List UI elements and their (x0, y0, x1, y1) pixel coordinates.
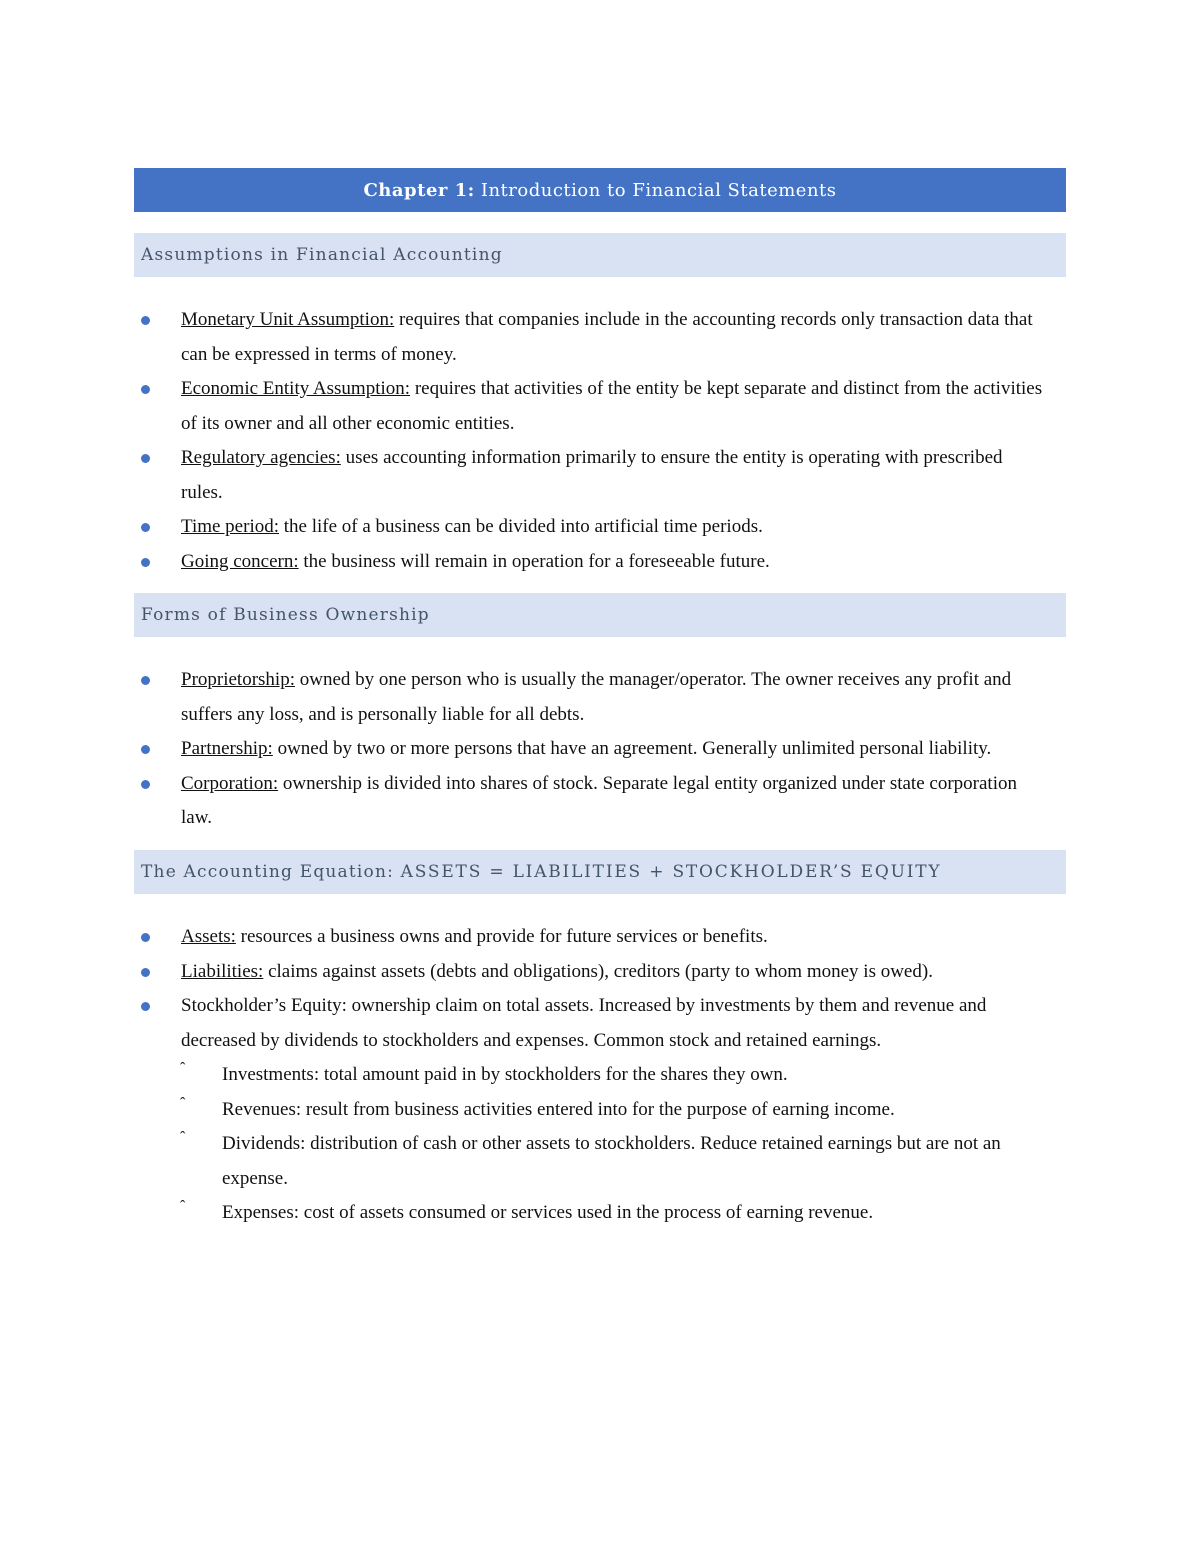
section-heading (134, 850, 1066, 894)
item-term: Assets: (181, 926, 236, 947)
list-item (134, 372, 1066, 441)
caret-icon: ˆ (180, 1094, 186, 1112)
item-text: the life of a business can be divided into artificial time periods. (279, 516, 763, 537)
list-item (134, 441, 1066, 510)
section-heading-text: Assumptions in Financial Accounting (141, 245, 503, 265)
bullet-icon (141, 454, 150, 463)
item-term: Regulatory agencies: (181, 447, 341, 468)
item-term: Liabilities: (181, 960, 264, 982)
list-item (134, 767, 1066, 836)
sub-item-text: Investments: total amount paid in by stockholders for the shares they own. (222, 1064, 788, 1085)
list-item (134, 920, 1066, 955)
item-text: the business will remain in operation for a foreseeable future. (298, 550, 770, 572)
item-text: owned by one person who is usually the manager/operator. The owner receives any profit and suffers any loss, and is personally liable for all debts. (181, 669, 1012, 725)
chapter-title: Introduction to Financial Statements (480, 179, 837, 201)
bullet-icon (141, 523, 150, 532)
bullet-icon (141, 745, 150, 754)
list-item (134, 545, 1066, 580)
section-business-ownership (134, 593, 1066, 836)
chapter-title-bar (134, 168, 1066, 212)
item-text: Stockholder’s Equity: ownership claim on total assets. Increased by investments by them and revenue and decreased by dividends to stockholders and expenses. Common stock and retained earnings. (181, 995, 987, 1051)
section-heading (134, 233, 1066, 277)
list-item (134, 955, 1066, 990)
item-term: Partnership: (181, 738, 273, 759)
sub-list-item (134, 1127, 1066, 1196)
item-text: owned by two or more persons that have an agreement. Generally unlimited personal liability. (272, 738, 992, 759)
bullet-icon (141, 676, 150, 685)
caret-icon: ˆ (180, 1060, 186, 1077)
sub-list (134, 1058, 1066, 1231)
section-assumptions (134, 233, 1066, 579)
item-term: Going concern: (181, 550, 299, 572)
sub-list-item (134, 1058, 1066, 1093)
bullet-icon (141, 385, 150, 394)
item-text: claims against assets (debts and obligations), creditors (party to whom money is owed). (263, 960, 933, 982)
item-term: Proprietorship: (181, 669, 295, 690)
bullet-list (134, 663, 1066, 836)
item-text: uses accounting information primarily to ensure the entity is operating with prescribed rules. (181, 447, 1003, 503)
item-text: ownership is divided into shares of stock. Separate legal entity organized under state corporation law. (181, 772, 1017, 828)
accounting-equation: ASSETS = LIABILITIES + STOCKHOLDER’S EQUITY (400, 862, 942, 882)
bullet-icon (141, 558, 150, 567)
item-text: requires that activities of the entity be kept separate and distinct from the activities of its owner and all other economic entities. (181, 378, 1043, 434)
section-heading-text: Forms of Business Ownership (141, 605, 430, 625)
bullet-icon (141, 933, 150, 942)
item-term: Corporation: (181, 772, 279, 794)
bullet-icon (141, 316, 150, 325)
caret-icon: ˆ (180, 1198, 186, 1215)
list-item (134, 663, 1066, 732)
bullet-list (134, 920, 1066, 1058)
section-heading (134, 593, 1066, 637)
item-text: resources a business owns and provide for future services or benefits. (235, 926, 768, 947)
list-item (134, 732, 1066, 767)
item-term: Monetary Unit Assumption: (181, 309, 395, 330)
sub-item-text: Dividends: distribution of cash or other assets to stockholders. Reduce retained earnings but are not an expense. (222, 1133, 1001, 1189)
sub-item-text: Revenues: result from business activities entered into for the purpose of earning income. (222, 1098, 895, 1120)
sub-list-item (134, 1093, 1066, 1128)
sub-list-item (134, 1196, 1066, 1231)
bullet-icon (141, 968, 150, 977)
list-item (134, 989, 1066, 1058)
item-term: Economic Entity Assumption: (181, 378, 411, 399)
bullet-icon (141, 780, 150, 789)
list-item (134, 303, 1066, 372)
section-accounting-equation (134, 850, 1066, 1231)
sub-item-text: Expenses: cost of assets consumed or services used in the process of earning revenue. (222, 1202, 874, 1223)
caret-icon: ˆ (180, 1129, 186, 1146)
item-term: Time period: (181, 516, 279, 537)
chapter-number: Chapter 1: (363, 179, 475, 201)
section-heading-text: The Accounting Equation: (141, 862, 395, 882)
bullet-icon (141, 1002, 150, 1011)
list-item (134, 510, 1066, 545)
item-text: requires that companies include in the accounting records only transaction data that can be expressed in terms of money. (181, 309, 1033, 365)
bullet-list (134, 303, 1066, 579)
